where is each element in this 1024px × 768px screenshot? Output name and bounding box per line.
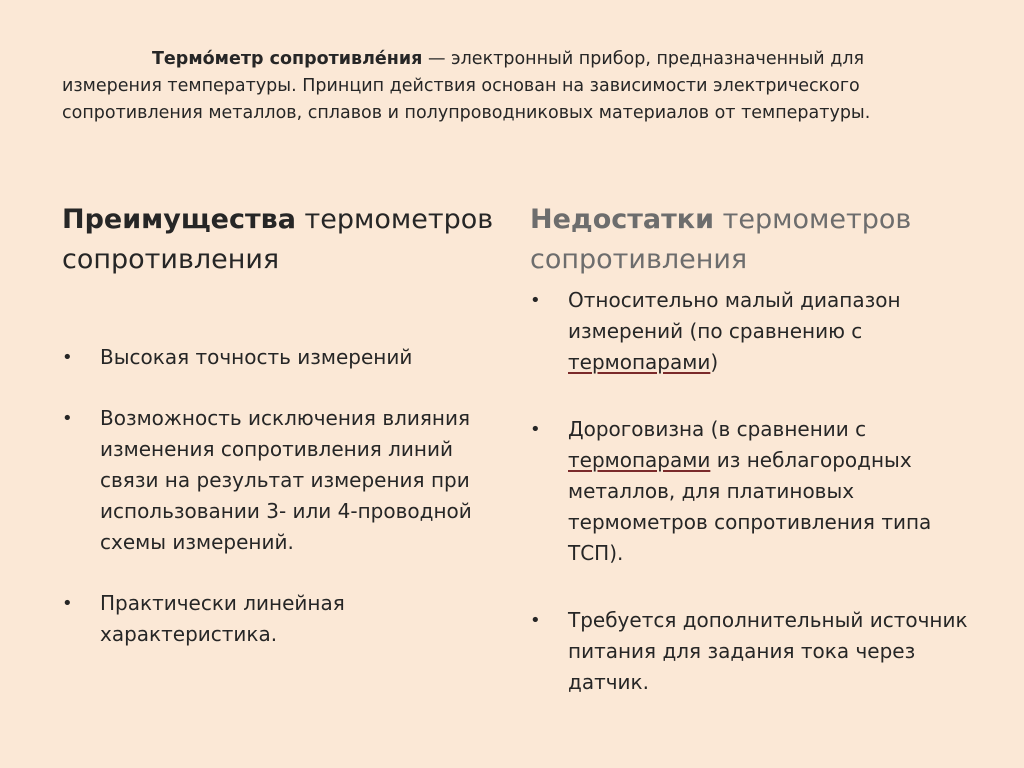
intro-paragraph	[62, 46, 922, 127]
bullet-icon: •	[530, 419, 541, 440]
disadvantages-title-rest: термометров сопротивления	[530, 204, 912, 275]
list-item	[62, 588, 502, 650]
disadvantages-title	[530, 200, 980, 280]
list-item	[62, 342, 502, 373]
intro-definition: — электронный прибор, предназначенный для измерения температуры. Принцип действия основан на зависимости электрического сопротивления металлов, сплавов и полупроводниковых материалов от температуры.	[62, 49, 871, 123]
advantages-title-bold: Преимущества	[62, 204, 296, 235]
disadvantages-list	[530, 285, 980, 698]
bullet-icon: •	[62, 347, 73, 368]
intro-term: Термо́метр сопротивле́ния	[152, 49, 423, 69]
advantages-title-rest: термометров сопротивления	[62, 204, 494, 275]
disadvantages-section	[530, 200, 980, 698]
list-item-text-after: )	[710, 350, 719, 374]
thermocouple-link[interactable]: термопарами	[568, 448, 711, 472]
list-item-text: Требуется дополнительный источник питания для задания тока через датчик.	[568, 608, 968, 694]
list-item	[530, 414, 980, 569]
bullet-icon: •	[62, 593, 73, 614]
bullet-icon: •	[62, 408, 73, 429]
list-item-text: Возможность исключения влияния изменения сопротивления линий связи на результат измерения при использовании 3- или 4-проводной схемы измерений.	[100, 406, 472, 554]
advantages-section	[62, 200, 502, 650]
list-item-text-after: из неблагородных металлов, для платиновых термометров сопротивления типа ТСП).	[568, 448, 932, 565]
advantages-title	[62, 200, 502, 280]
list-item-text: Высокая точность измерений	[100, 345, 413, 369]
advantages-list	[62, 342, 502, 650]
list-item-text-before: Дороговизна (в сравнении с	[568, 417, 867, 441]
disadvantages-title-bold: Недостатки	[530, 204, 715, 235]
list-item	[530, 285, 980, 378]
bullet-icon: •	[530, 610, 541, 631]
list-item-text-before: Относительно малый диапазон измерений (по сравнению с	[568, 288, 901, 343]
thermocouple-link[interactable]: термопарами	[568, 350, 711, 374]
list-item	[62, 403, 502, 558]
bullet-icon: •	[530, 290, 541, 311]
list-item	[530, 605, 980, 698]
list-item-text: Практически линейная характеристика.	[100, 591, 345, 646]
